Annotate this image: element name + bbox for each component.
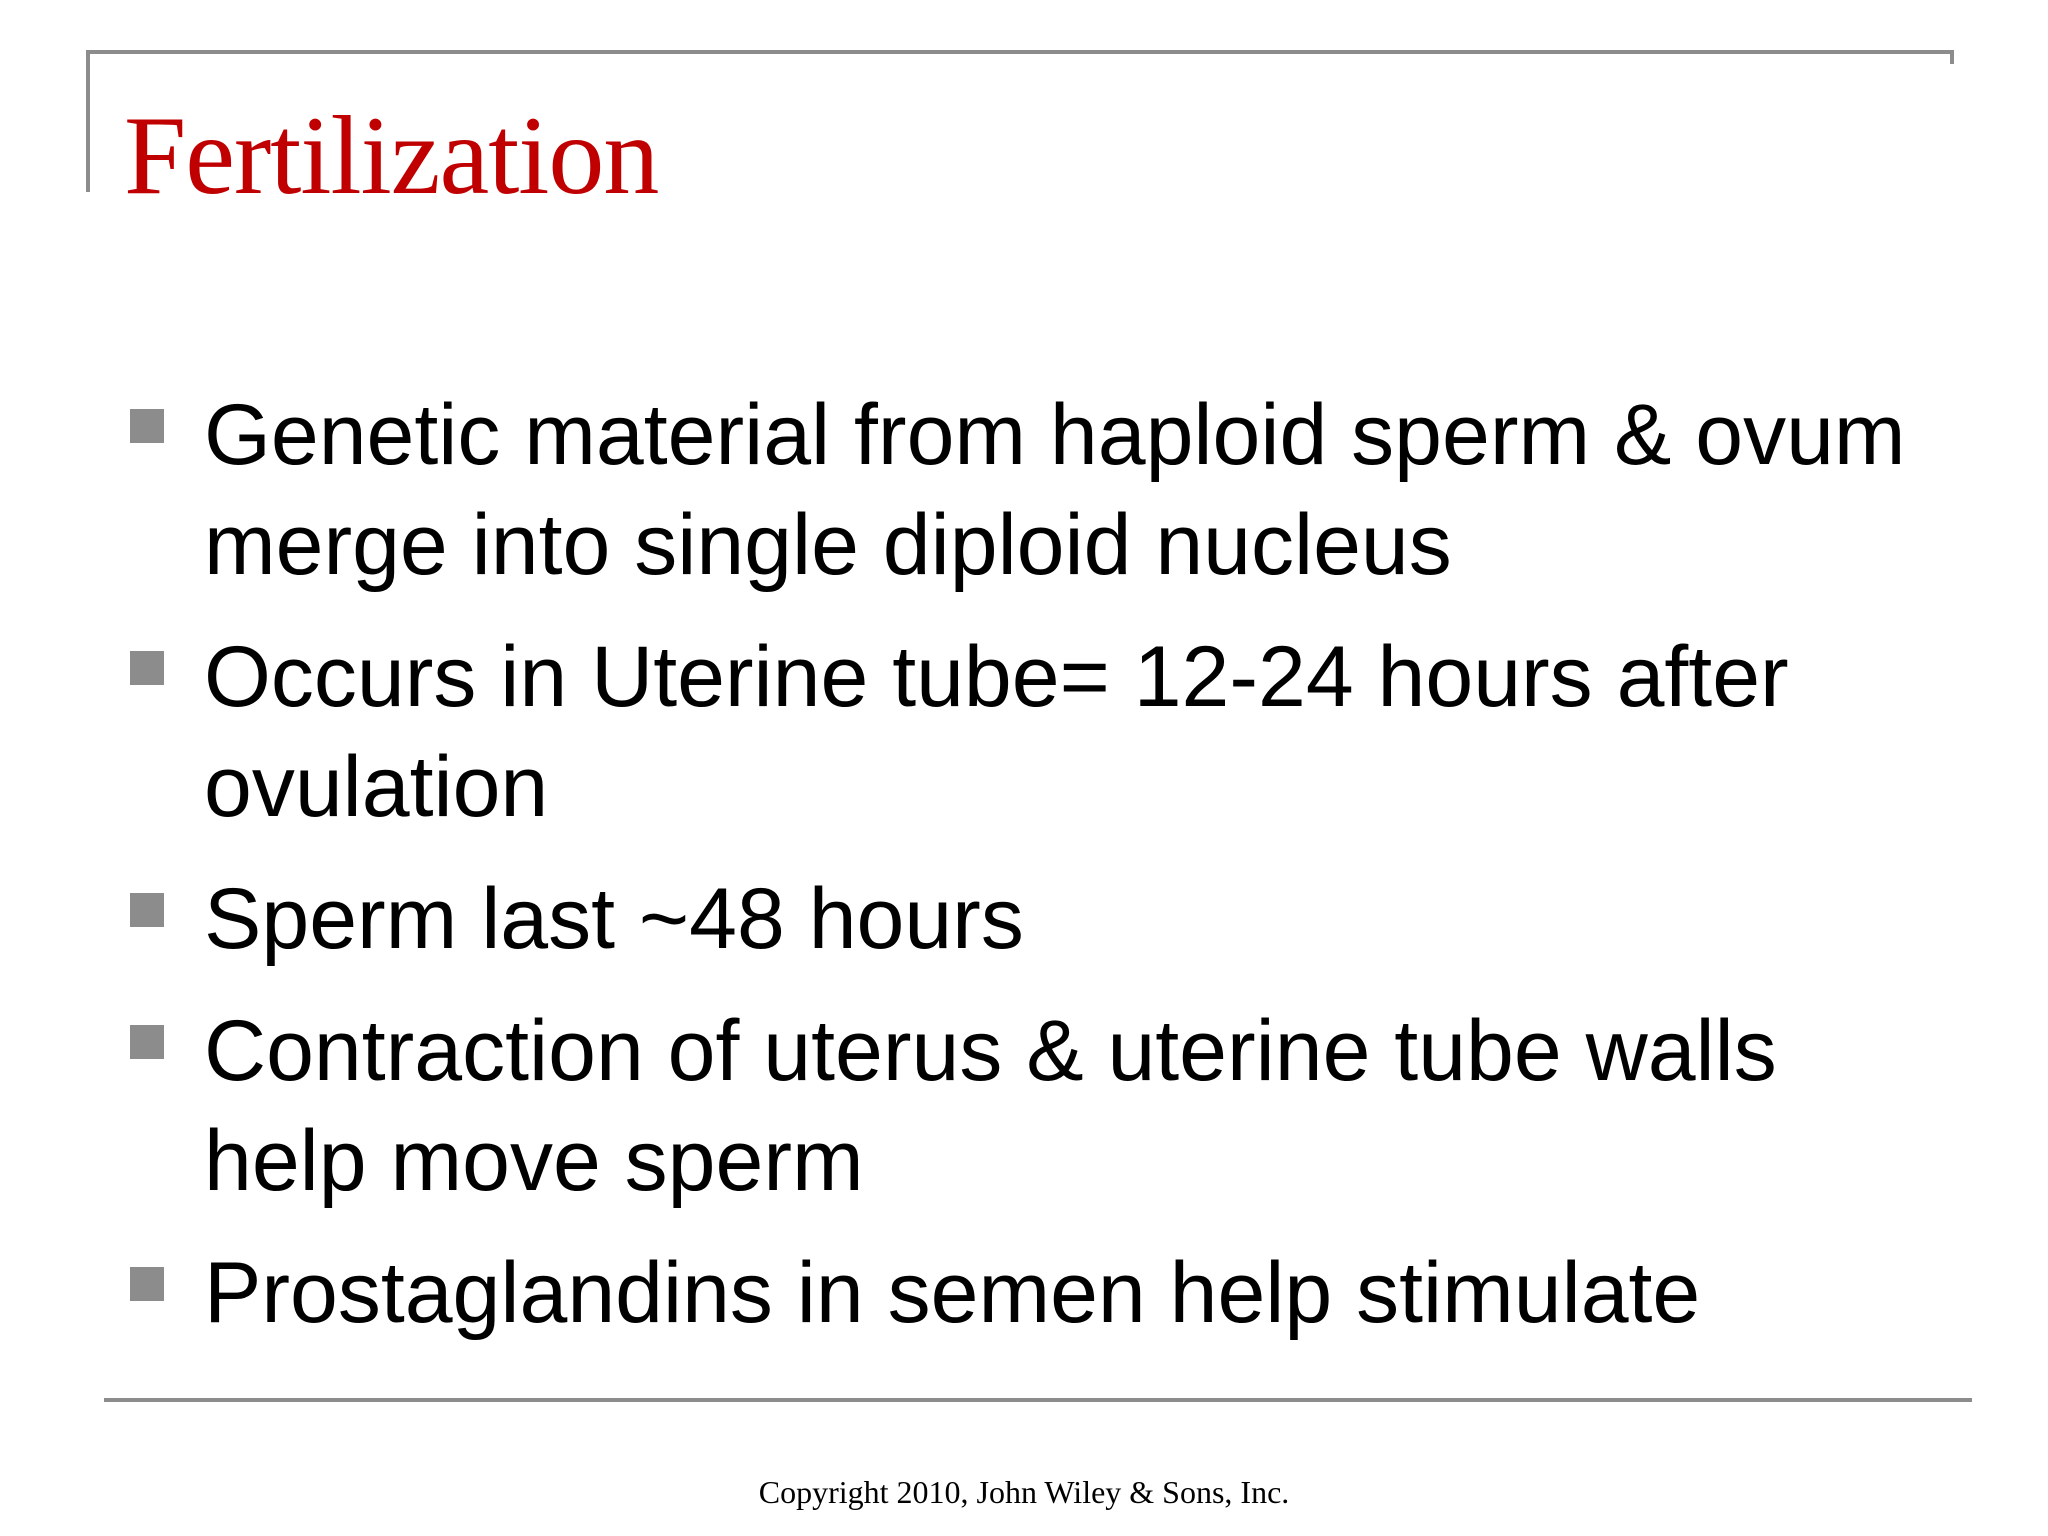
square-bullet-icon	[130, 651, 164, 685]
copyright-footer: Copyright 2010, John Wiley & Sons, Inc.	[758, 1474, 1290, 1510]
bullet-text: Genetic material from haploid sperm & ovum merge into single diploid nucleus	[204, 387, 1906, 593]
bullet-item	[130, 1238, 1930, 1348]
bullet-item	[130, 622, 1930, 842]
square-bullet-icon	[130, 1025, 164, 1059]
title-frame-left-rule	[86, 50, 90, 192]
bullet-text: Occurs in Uterine tube= 12-24 hours after ovulation	[204, 629, 1789, 835]
square-bullet-icon	[130, 893, 164, 927]
bullet-item	[130, 864, 1930, 974]
bullet-text: Contraction of uterus & uterine tube walls help move sperm	[204, 1003, 1777, 1209]
slide-title: Fertilization	[124, 94, 659, 218]
bullet-item	[130, 380, 1930, 600]
bullet-item	[130, 996, 1930, 1216]
title-frame-right-tick	[1950, 50, 1954, 64]
square-bullet-icon	[130, 409, 164, 443]
footer-rule	[104, 1398, 1972, 1402]
bullet-list	[130, 380, 1930, 1370]
bullet-text: Sperm last ~48 hours	[204, 871, 1024, 967]
square-bullet-icon	[130, 1267, 164, 1301]
bullet-text: Prostaglandins in semen help stimulate	[204, 1245, 1701, 1341]
title-frame-top-rule	[86, 50, 1954, 54]
